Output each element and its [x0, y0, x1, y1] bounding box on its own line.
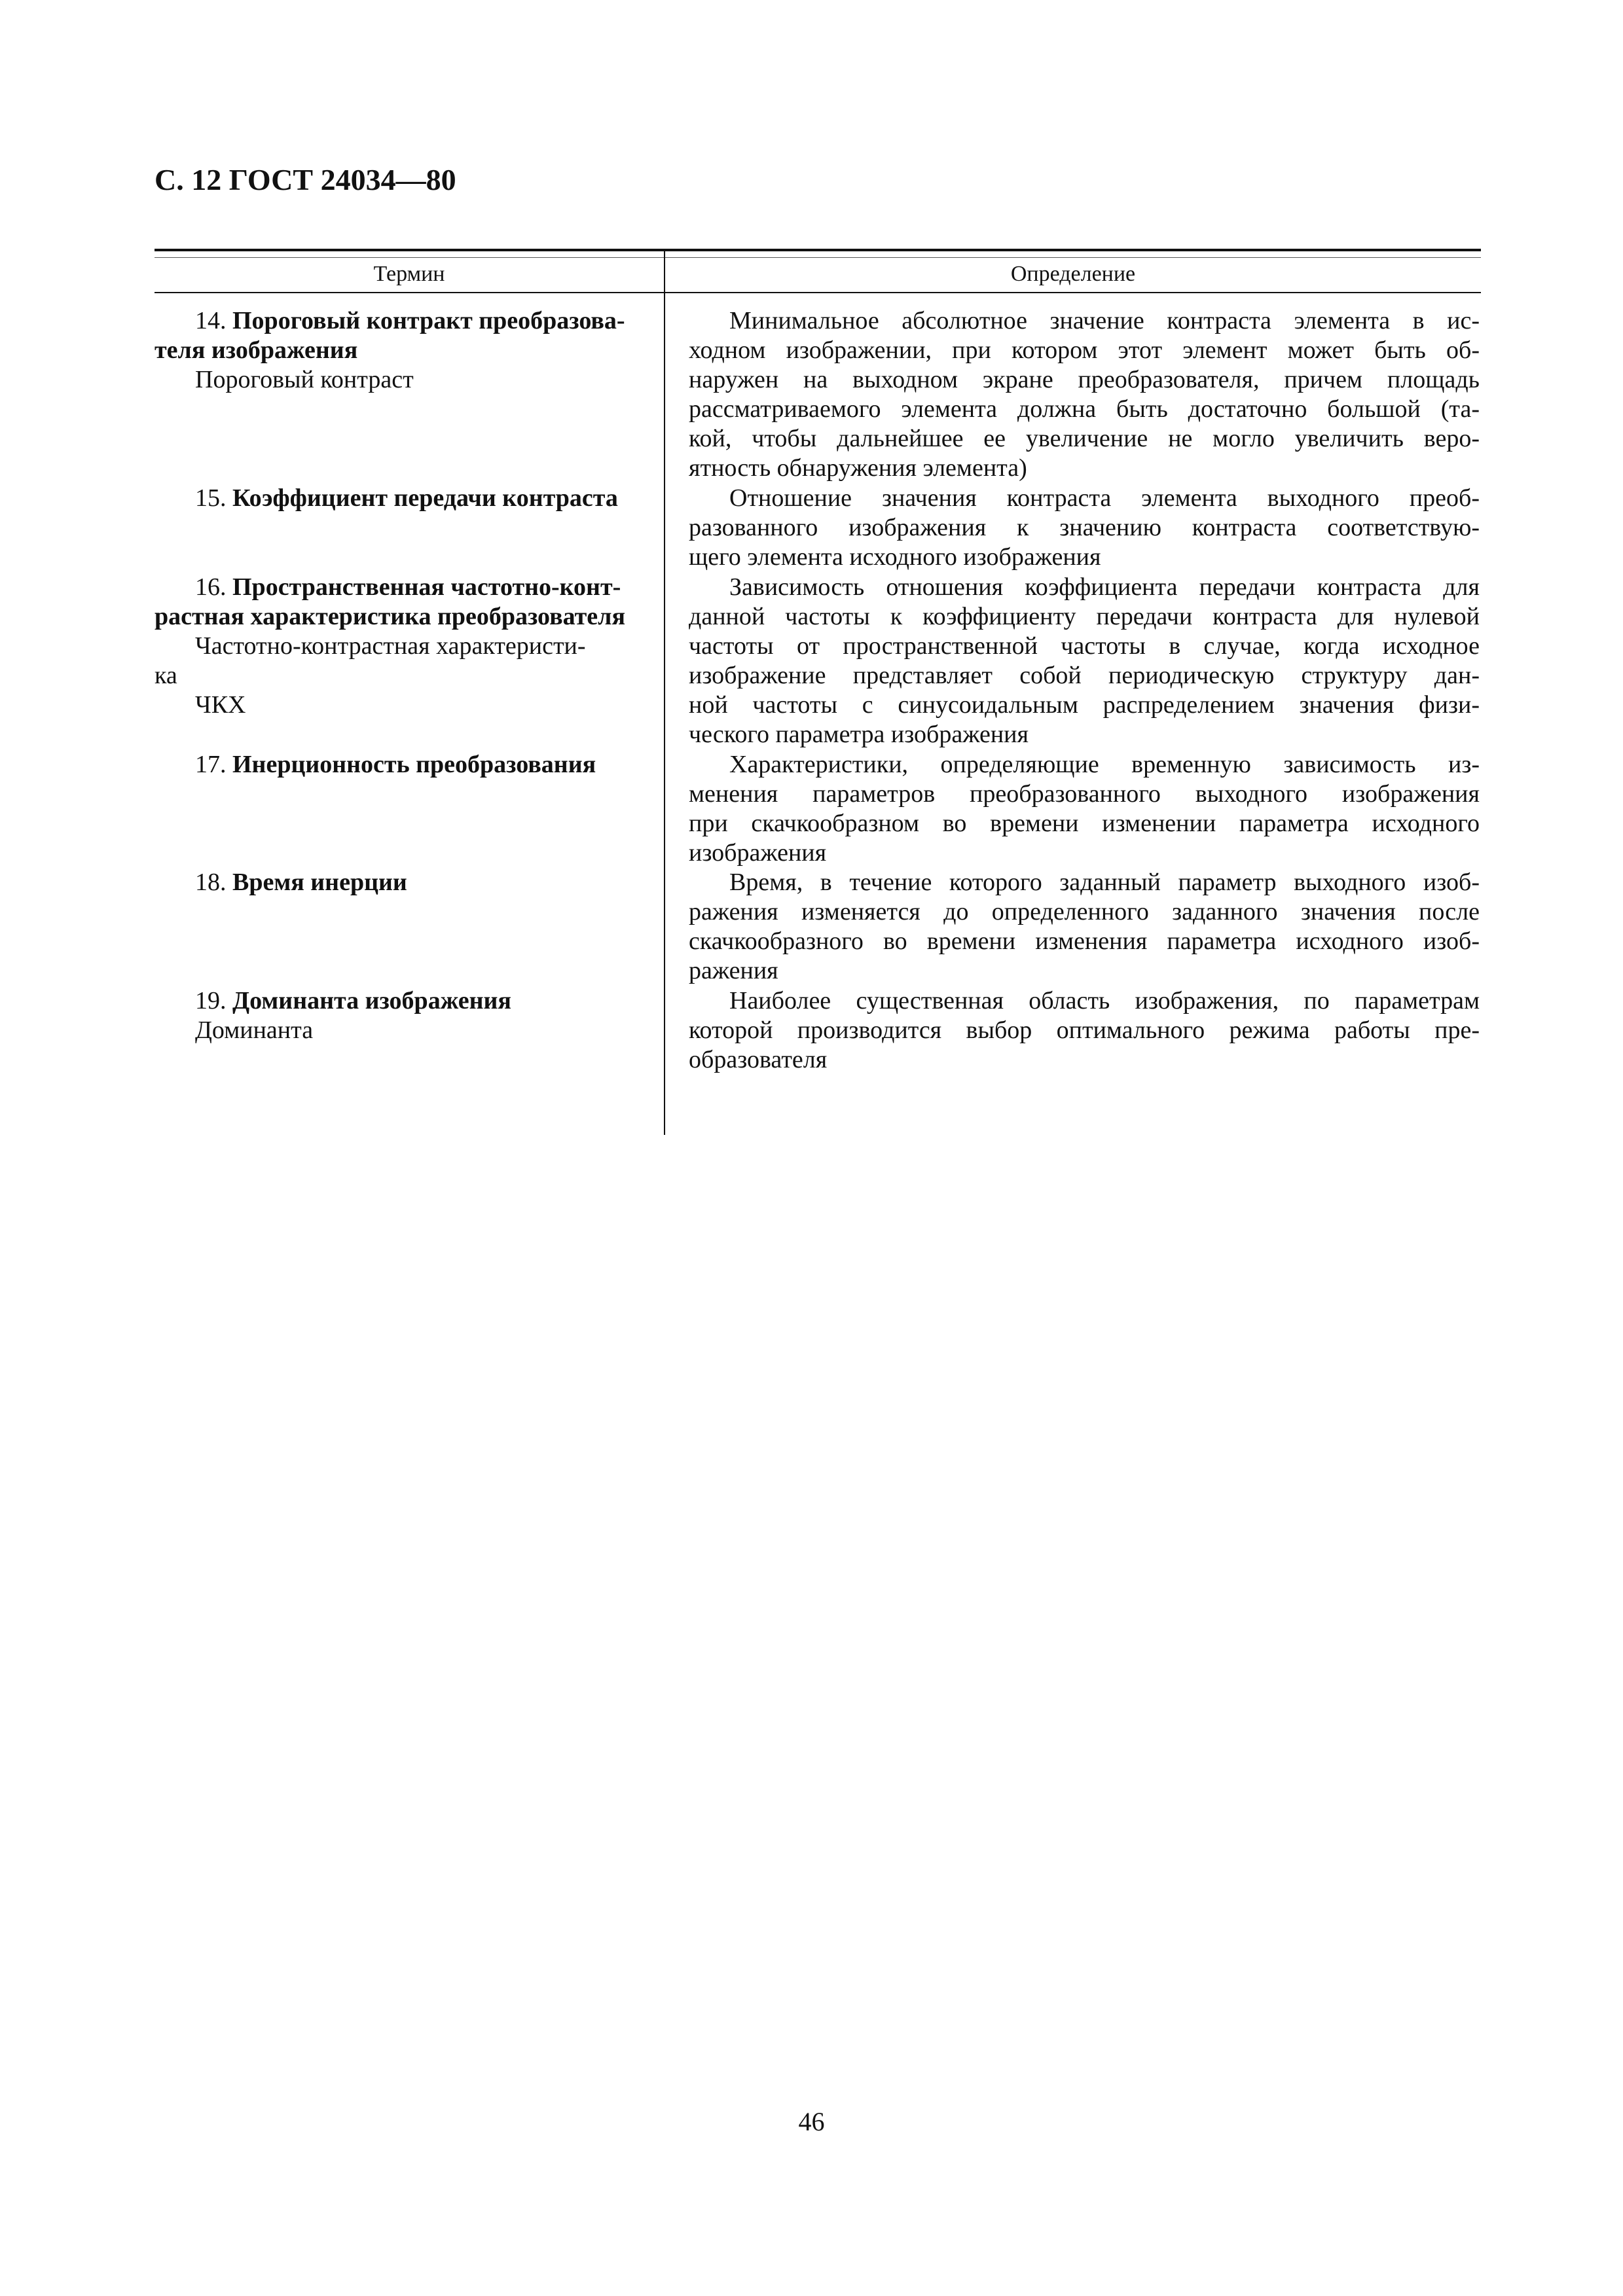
- term-number: 16.: [195, 573, 227, 601]
- definition-line: Время, в течение которого заданный параметр выходного изоб-: [729, 869, 1480, 896]
- definition-cell: [689, 868, 1480, 986]
- term-cell: [155, 868, 639, 897]
- definition-line: наружен на выходном экране преобразователя, причем площадь: [689, 366, 1480, 393]
- column-header-definition: Определение: [1010, 262, 1136, 286]
- table-header-rule: [155, 292, 1481, 293]
- term-synonym: Частотно-контрастная характеристи-: [195, 632, 586, 660]
- definition-line: Минимальное абсолютное значение контраста элемента в ис-: [729, 307, 1480, 334]
- term-cell: [155, 750, 639, 780]
- term-synonym: ЧКХ: [195, 691, 246, 719]
- definition-line: ходном изображении, при котором этот элемент может быть об-: [689, 336, 1480, 364]
- term-name: Пространственная частотно-конт-: [232, 573, 621, 601]
- term-line: [155, 484, 639, 513]
- term-line: [155, 868, 639, 897]
- term-line: [155, 306, 639, 336]
- term-cell: [155, 573, 639, 720]
- term-line: [155, 336, 639, 365]
- term-cell: [155, 484, 639, 513]
- definition-line: скачкообразного во времени изменения параметра исходного изоб-: [689, 927, 1480, 955]
- definition-line: щего элемента исходного изображения: [689, 543, 1101, 571]
- term-line: [155, 691, 639, 720]
- definition-cell: [689, 484, 1480, 572]
- definition-line: изображение представляет собой периодическую структуру дан-: [689, 662, 1480, 689]
- term-line: [155, 365, 639, 395]
- term-line: [155, 750, 639, 780]
- term-name: Время инерции: [232, 869, 407, 896]
- term-number: 14.: [195, 307, 227, 334]
- term-line: [155, 602, 639, 632]
- term-number: 17.: [195, 751, 227, 778]
- term-name: Коэффициент передачи контраста: [232, 484, 618, 512]
- definition-line: разованного изображения к значению контраста соответствую-: [689, 514, 1480, 541]
- definition-cell: [689, 573, 1480, 749]
- definition-line: данной частоты к коэффициенту передачи контраста для нулевой: [689, 603, 1480, 630]
- definition-cell: [689, 986, 1480, 1075]
- definition-line: образователя: [689, 1046, 828, 1073]
- term-synonym: Пороговый контраст: [195, 366, 414, 393]
- page-header: С. 12 ГОСТ 24034—80: [155, 163, 456, 196]
- definition-line: рассматриваемого элемента должна быть достаточно большой (та-: [689, 395, 1480, 423]
- definition-cell: [689, 306, 1480, 483]
- term-name: Доминанта изображения: [232, 987, 511, 1014]
- term-cell: [155, 306, 639, 395]
- term-line: [155, 986, 639, 1016]
- column-divider: [664, 250, 665, 1135]
- definition-cell: [689, 750, 1480, 868]
- definition-line: при скачкообразном во времени изменении параметра исходного: [689, 810, 1480, 837]
- term-name: теля изображения: [155, 336, 358, 364]
- definition-line: ражения: [689, 957, 778, 984]
- definition-line: Наиболее существенная область изображения, по параметрам: [729, 987, 1480, 1014]
- column-header-term: Термин: [373, 262, 445, 286]
- term-number: 15.: [195, 484, 227, 512]
- term-cell: [155, 986, 639, 1045]
- table-top-rule: [155, 249, 1481, 251]
- definition-line: частоты от пространственной частоты в случае, когда исходное: [689, 632, 1480, 660]
- term-number: 18.: [195, 869, 227, 896]
- definition-line: изображения: [689, 839, 827, 867]
- term-line: [155, 573, 639, 602]
- term-name: растная характеристика преобразователя: [155, 603, 626, 630]
- definition-line: ческого параметра изображения: [689, 721, 1029, 748]
- term-name: Пороговый контракт преобразова-: [232, 307, 625, 334]
- term-number: 19.: [195, 987, 227, 1014]
- definition-line: ятность обнаружения элемента): [689, 454, 1027, 482]
- definition-line: кой, чтобы дальнейшее ее увеличение не могло увеличить веро-: [689, 425, 1480, 452]
- definition-line: Отношение значения контраста элемента выходного преоб-: [729, 484, 1480, 512]
- definition-line: Характеристики, определяющие временную зависимость из-: [729, 751, 1480, 778]
- term-name: Инерционность преобразования: [232, 751, 596, 778]
- term-synonym: Доминанта: [195, 1016, 314, 1044]
- term-line: [155, 661, 639, 691]
- page-number: 46: [798, 2107, 825, 2136]
- definition-line: ной частоты с синусоидальным распределением значения физи-: [689, 691, 1480, 719]
- term-line: [155, 1016, 639, 1045]
- definition-line: менения параметров преобразованного выходного изображения: [689, 780, 1480, 808]
- definition-line: которой производится выбор оптимального режима работы пре-: [689, 1016, 1480, 1044]
- term-line: [155, 632, 639, 661]
- term-synonym: ка: [155, 662, 177, 689]
- definition-line: Зависимость отношения коэффициента передачи контраста для: [729, 573, 1480, 601]
- definition-line: ражения изменяется до определенного заданного значения после: [689, 898, 1480, 925]
